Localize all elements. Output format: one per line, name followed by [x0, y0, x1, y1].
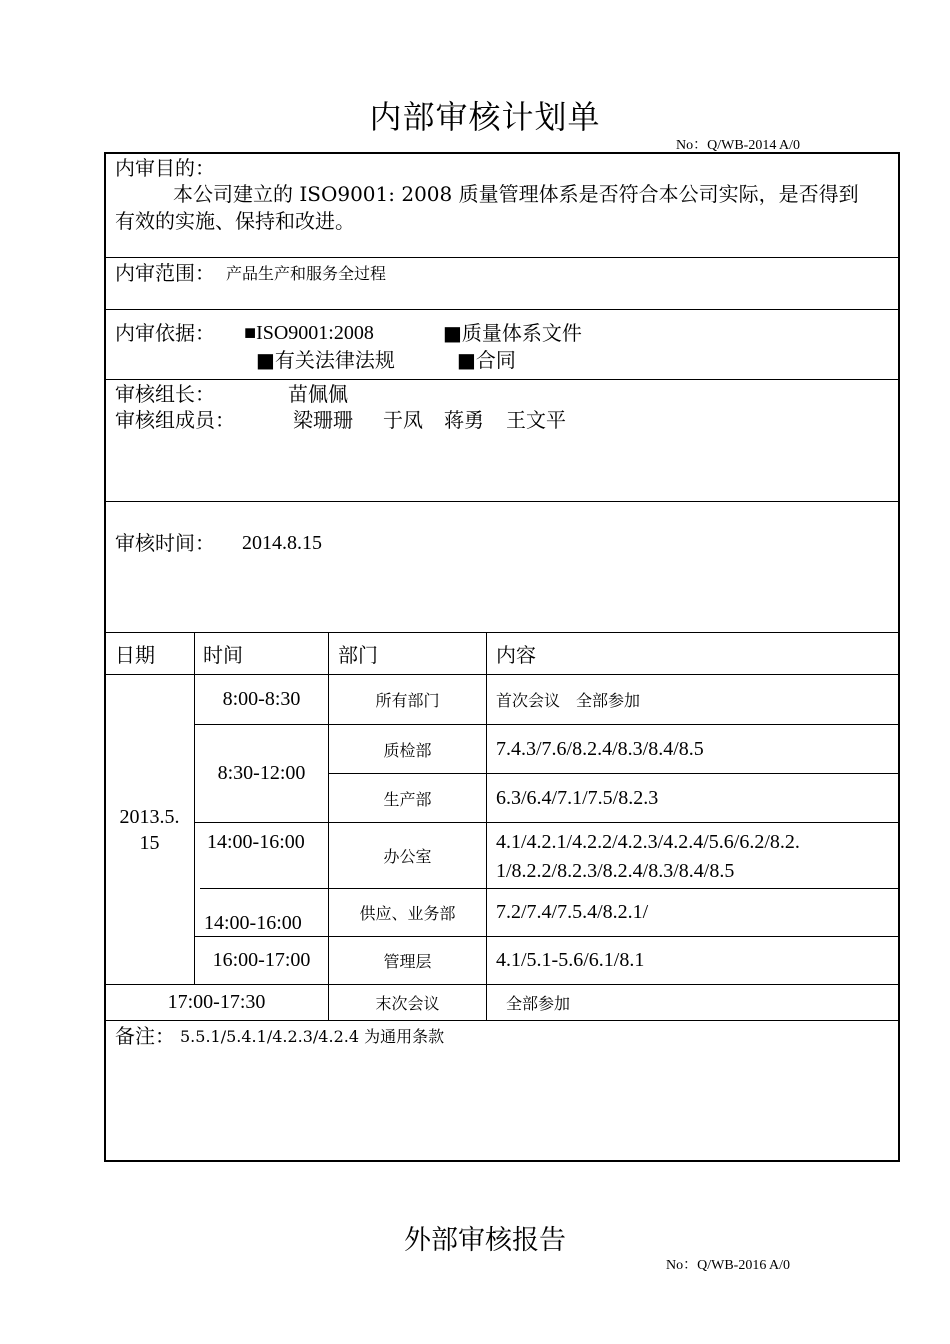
document-number: No：Q/WB-2014 A/0: [676, 138, 801, 153]
basis-label: 内审依据：: [115, 321, 215, 345]
row-divider: [105, 309, 899, 310]
table-row-dept: 质检部: [383, 740, 432, 760]
row-divider: [105, 632, 899, 633]
row-divider: [105, 379, 899, 380]
row-divider: [200, 888, 328, 889]
closing-time: 17:00-17:30: [167, 991, 266, 1013]
table-row-content: 首次会议 全部参加: [496, 691, 641, 710]
table-row-content: 4.1/5.1-5.6/6.1/8.1: [496, 949, 645, 971]
member-name: 蒋勇: [444, 408, 484, 432]
table-row-time: 8:00-8:30: [222, 688, 301, 710]
basis-item-laws: ■有关法律法规: [256, 348, 395, 372]
scope-value: 产品生产和服务全过程: [226, 264, 387, 283]
report-document-number: No：Q/WB-2016 A/0: [666, 1258, 791, 1273]
table-row-content-line2: 1/8.2.2/8.2.3/8.2.4/8.3/8.4/8.5: [496, 860, 735, 882]
table-row-content: 7.2/7.4/7.5.4/8.2.1/: [496, 901, 649, 923]
row-divider: [105, 1020, 899, 1021]
basis-item-iso: ■ISO9001:2008: [244, 322, 374, 344]
audit-time-value: 2014.8.15: [242, 532, 322, 554]
table-row-dept: 所有部门: [375, 691, 440, 710]
member-name: 于凤: [383, 408, 423, 432]
member-name: 王文平: [506, 408, 566, 432]
header-content: 内容: [496, 643, 536, 667]
row-divider: [105, 257, 899, 258]
header-department: 部门: [338, 643, 378, 667]
table-row-content: 6.3/6.4/7.1/7.5/8.2.3: [496, 786, 659, 809]
closing-dept: 末次会议: [375, 994, 440, 1013]
report-title: 外部审核报告: [404, 1225, 566, 1256]
schedule-date-cell: [105, 675, 194, 984]
leader-label: 审核组长：: [115, 382, 215, 406]
column-divider: [486, 632, 487, 1020]
table-row-content: 7.4.3/7.6/8.2.4/8.3/8.4/8.5: [496, 737, 704, 760]
header-date: 日期: [115, 643, 155, 667]
purpose-text-line2: 有效的实施、保持和改进。: [115, 209, 355, 233]
schedule-date-line2: 15: [139, 831, 160, 854]
members-label: 审核组成员：: [115, 408, 235, 432]
basis-item-contract: ■合同: [457, 348, 516, 372]
leader-name: 苗佩佩: [288, 382, 348, 406]
purpose-text-line1: 本公司建立的 ISO9001: 2008 质量管理体系是否符合本公司实际，是否得到: [173, 182, 859, 206]
table-row-time: 14:00-16:00: [207, 831, 305, 853]
table-row-time: 8:30-12:00: [217, 762, 306, 784]
table-row-dept: 生产部: [383, 789, 432, 809]
audit-time-label: 审核时间：: [115, 531, 215, 555]
header-time: 时间: [203, 643, 243, 667]
table-row-dept: 办公室: [383, 847, 432, 866]
table-row-dept: 供应、业务部: [359, 904, 456, 923]
remark-value: 5.5.1/5.4.1/4.2.3/4.2.4 为通用条款: [180, 1027, 445, 1046]
closing-content: 全部参加: [506, 994, 571, 1013]
page-title: 内部审核计划单: [369, 98, 601, 136]
member-name: 梁珊珊: [293, 408, 353, 432]
schedule-date-line1: 2013.5.: [119, 805, 180, 828]
table-row-time: 14:00-16:00: [204, 912, 302, 934]
table-row-time: 16:00-17:00: [212, 949, 311, 971]
basis-item-qms-docs: ■质量体系文件: [443, 321, 582, 345]
row-divider: [105, 501, 899, 502]
table-row-content-line1: 4.1/4.2.1/4.2.2/4.2.3/4.2.4/5.6/6.2/8.2.: [496, 831, 800, 853]
purpose-label: 内审目的：: [115, 156, 215, 180]
remark-label: 备注：: [115, 1024, 175, 1048]
row-divider: [194, 822, 899, 823]
table-row-dept: 管理层: [383, 952, 432, 971]
scope-label: 内审范围：: [115, 261, 215, 285]
